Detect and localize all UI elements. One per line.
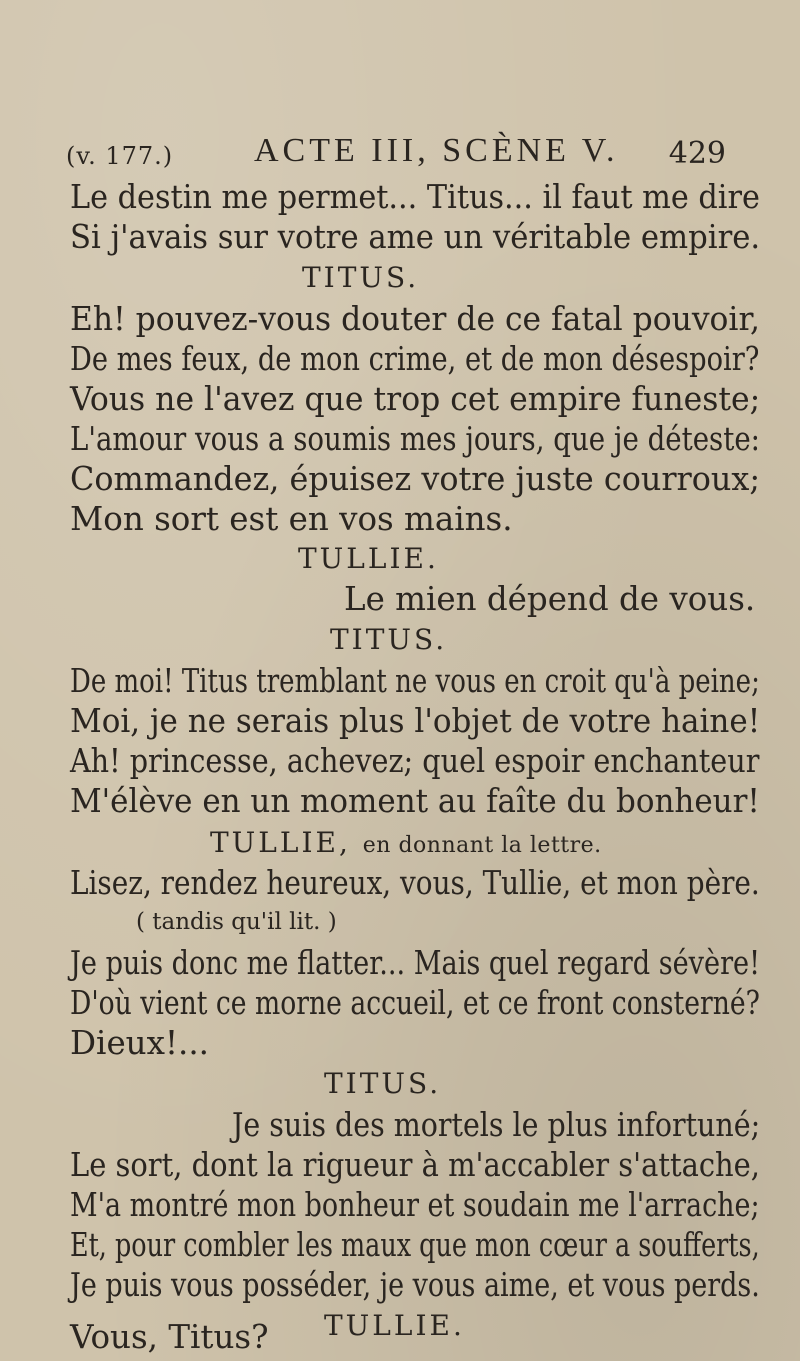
verse-line: Moi, je ne serais plus l'objet de votre haine! [70, 702, 761, 740]
verse-line: L'amour vous a soumis mes jours, que je déteste: [70, 420, 761, 458]
verse-line: Le sort, dont la rigueur à m'accabler s'attache, [70, 1146, 760, 1184]
speaker-name: TULLIE, [210, 826, 351, 859]
verse-line: De mes feux, de mon crime, et de mon désespoir? [70, 340, 760, 378]
verse-line: Ah! princesse, achevez; quel espoir enchanteur [70, 742, 760, 780]
verse-line: D'où vient ce morne accueil, et ce front consterné? [70, 984, 760, 1022]
speaker-name: TITUS. [330, 623, 448, 656]
verse-reference: (v. 177.) [66, 142, 174, 170]
verse-line: Et, pour combler les maux que mon cœur a soufferts, [70, 1226, 760, 1264]
stage-direction: en donnant la lettre. [362, 833, 602, 858]
verse-line: M'élève en un moment au faîte du bonheur! [70, 782, 760, 820]
verse-line: Vous ne l'avez que trop cet empire funeste; [70, 380, 761, 418]
verse-line: Commandez, épuisez votre juste courroux; [70, 460, 761, 498]
running-header [66, 128, 726, 174]
page-number: 429 [668, 136, 726, 171]
verse-line: Je suis des mortels le plus infortuné; [232, 1106, 761, 1144]
verse-line: M'a montré mon bonheur et soudain me l'arrache; [70, 1186, 760, 1224]
speaker-name: TULLIE. [298, 542, 439, 575]
speaker-name: TULLIE. [324, 1309, 465, 1342]
verse-line: De moi! Titus tremblant ne vous en croit qu'à peine; [70, 662, 760, 700]
verse-line: Le destin me permet... Titus... il faut me dire [70, 178, 760, 216]
verse-line: Le mien dépend de vous. [344, 580, 756, 618]
verse-line: Si j'avais sur votre ame un véritable empire. [70, 218, 761, 256]
verse-line: Eh! pouvez-vous douter de ce fatal pouvoir, [70, 300, 760, 338]
verse-line: Lisez, rendez heureux, vous, Tullie, et mon père. [70, 864, 760, 902]
stage-direction: ( tandis qu'il lit. ) [136, 909, 337, 935]
verse-line: Dieux!... [70, 1024, 209, 1062]
speaker-with-direction [210, 825, 602, 864]
verse-line: Mon sort est en vos mains. [70, 500, 513, 538]
verse-line: Je puis vous posséder, je vous aime, et vous perds. [70, 1266, 760, 1304]
act-scene-title: ACTE III, SCÈNE V. [254, 132, 619, 169]
speaker-name: TITUS. [302, 261, 420, 294]
speaker-name: TITUS. [324, 1067, 442, 1100]
verse-line: Vous, Titus? [70, 1318, 269, 1356]
verse-line: Je puis donc me flatter... Mais quel regard sévère! [70, 944, 761, 982]
